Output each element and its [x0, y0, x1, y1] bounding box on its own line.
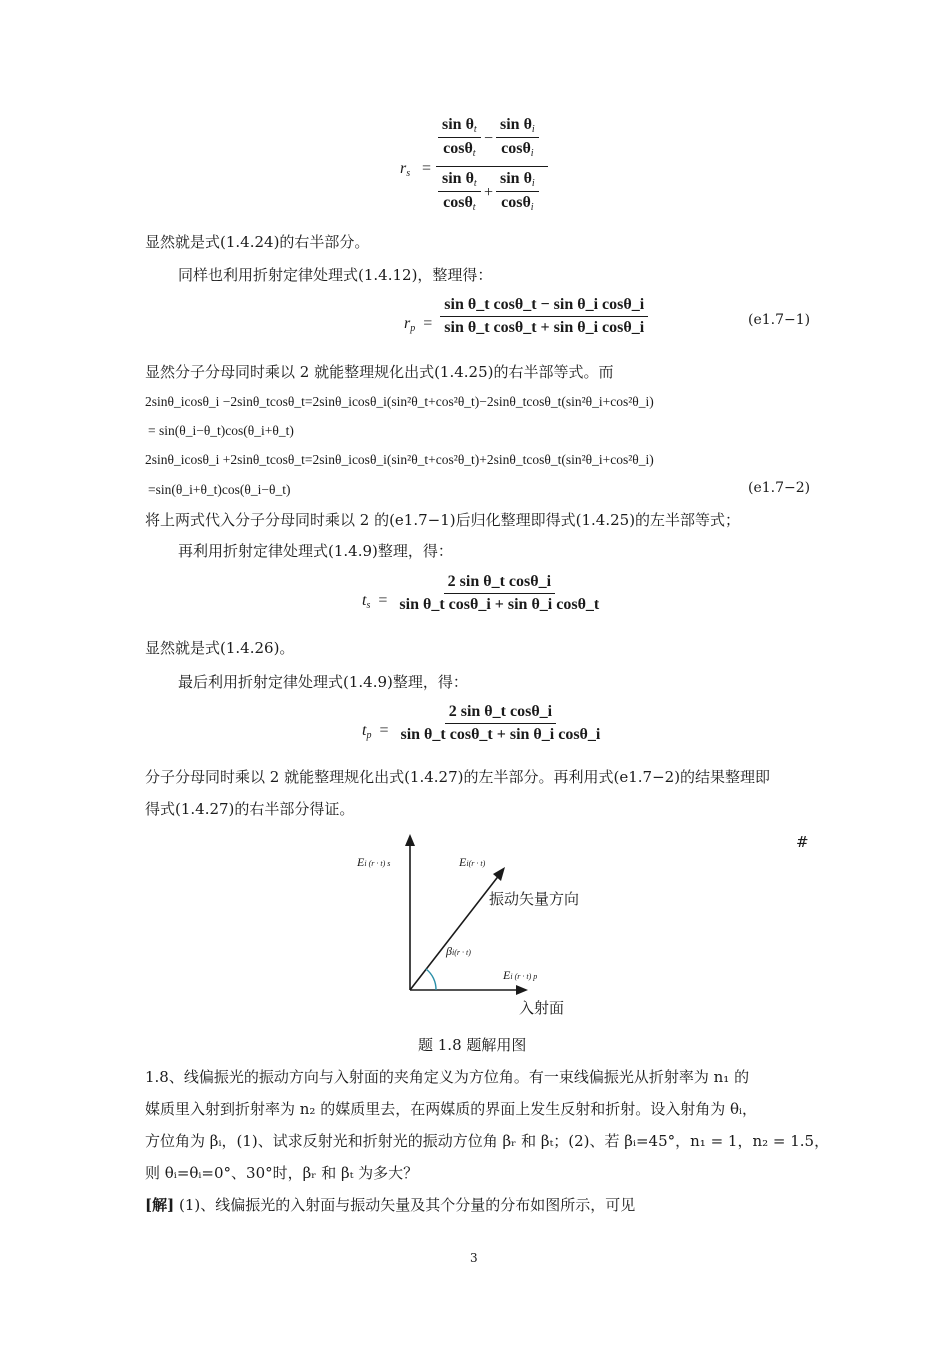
rs-denominator: $\frac{\sin \theta_t}{\cos\theta_t}$ + $\frac{\sin \theta_i}{\cos\theta_i}$	[438, 170, 546, 218]
solution-text: (1)、线偏振光的入射面与振动矢量及其个分量的分布如图所示，可见	[174, 1196, 636, 1214]
solution-tag: [解]	[145, 1196, 175, 1214]
vibration-vector	[410, 874, 500, 990]
ts-denominator: sin θ_t cosθ_i + sin θ_i cosθ_t	[399, 596, 600, 613]
figure-caption: 题 1.8 题解用图	[418, 1036, 527, 1054]
label-es: Ei (r · t) s	[357, 855, 391, 869]
question-line-4: 则 θᵢ=θᵢ=0°、30°时，βᵣ 和 βₜ 为多大？	[145, 1164, 419, 1182]
question-line-3: 方位角为 βᵢ，(1)、试求反射光和折射光的振动方位角 βᵣ 和 βₜ；(2)、若 βᵢ=45°，n₁ = 1，n₂ = 1.5，	[145, 1132, 830, 1150]
paragraph-1: 显然就是式(1.4.24)的右半部分。	[145, 233, 370, 251]
identity-line-c: 2sinθ_icosθ_i +2sinθ_tcosθ_t=2sinθ_icosθ_i(sin²θ_t+cos²θ_t)+2sinθ_tcosθ_t(sin²θ_i+cos²θ_i)	[145, 452, 654, 467]
paragraph-8b: 得式(1.4.27)的右半部分得证。	[145, 800, 355, 818]
paragraph-7: 最后利用折射定律处理式(1.4.9)整理，得：	[178, 673, 468, 691]
equation-ts: $t_s$ = $\frac{\text{2 sin θ\_t cosθ\_i}}{\text{sin θ\_t cosθ\_i + sin θ\_i cosθ\_t}}$	[362, 573, 603, 614]
question-line-1: 1.8、线偏振光的振动方向与入射面的夹角定义为方位角。有一束线偏振光从折射率为 n₁ 的	[145, 1068, 750, 1086]
vertical-axis-arrowhead	[405, 834, 415, 846]
label-vibration-direction: 振动矢量方向	[489, 890, 580, 908]
question-line-2: 媒质里入射到折射率为 n₂ 的媒质里去，在两媒质的界面上发生反射和折射。设入射角为 θᵢ，	[145, 1100, 758, 1118]
horizontal-axis-arrowhead	[516, 985, 528, 995]
paragraph-2: 同样也利用折射定律处理式(1.4.12)，整理得：	[178, 266, 493, 284]
equation-rs: $r_s$ = $\frac{\sin \theta_t}{\cos\theta_t}$ − $\frac{\sin \theta_i}{\cos\theta_i}$ $\frac{\sin \theta_t}{\cos\theta_t}$ + $\frac{\sin \theta_i}{\cos\theta_i}$	[398, 116, 558, 220]
vibration-vector-arrowhead	[493, 867, 505, 881]
rp-denominator: sin θ_t cosθ_t + sin θ_i cosθ_i	[444, 319, 645, 336]
ts-numerator: 2 sin θ_t cosθ_i	[444, 573, 555, 594]
rs-main-bar	[436, 166, 548, 167]
label-incidence-plane: 入射面	[519, 999, 565, 1017]
rs-numerator: $\frac{\sin \theta_t}{\cos\theta_t}$ − $\frac{\sin \theta_i}{\cos\theta_i}$	[438, 116, 546, 164]
angle-arc	[426, 969, 436, 990]
paragraph-6: 显然就是式(1.4.26)。	[145, 639, 295, 657]
tp-denominator: sin θ_t cosθ_t + sin θ_i cosθ_i	[400, 726, 601, 743]
identity-line-a: 2sinθ_icosθ_i −2sinθ_tcosθ_t=2sinθ_icosθ_i(sin²θ_t+cos²θ_t)−2sinθ_tcosθ_t(sin²θ_i+cos²θ_i)	[145, 394, 654, 409]
identity-line-d: =sin(θ_i+θ_t)cos(θ_i−θ_t)	[148, 482, 291, 497]
solution-line	[145, 1195, 635, 1215]
equation-rp: $r_p$ = $\frac{\text{sin θ\_t cosθ\_t − sin θ\_i cosθ\_i}}{\text{sin θ\_t cosθ\_t + sin θ\_i cosθ\_i}}$	[404, 296, 648, 337]
paragraph-4: 将上两式代入分子分母同时乘以 2 的(e1.7−1)后归化整理即得式(1.4.25)的左半部等式；	[145, 511, 741, 529]
label-e: Ei(r · t)	[459, 855, 486, 869]
identity-line-b: = sin(θ_i−θ_t)cos(θ_i+θ_t)	[148, 423, 294, 438]
equation-number-e1-7-1: (e1.7−1)	[748, 312, 811, 328]
label-beta: βi(r · t)	[446, 944, 471, 958]
hash-mark: #	[796, 833, 809, 851]
rs-lhs: $r_s$	[400, 160, 411, 179]
equation-number-e1-7-2: (e1.7−2)	[748, 480, 811, 496]
paragraph-3: 显然分子分母同时乘以 2 就能整理规化出式(1.4.25)的右半部等式。而	[145, 363, 614, 381]
tp-numerator: 2 sin θ_t cosθ_i	[445, 703, 556, 724]
rp-numerator: sin θ_t cosθ_t − sin θ_i cosθ_i	[440, 296, 648, 317]
paragraph-5: 再利用折射定律处理式(1.4.9)整理，得：	[178, 542, 453, 560]
equation-tp: $t_p$ = $\frac{\text{2 sin θ\_t cosθ\_i}}{\text{sin θ\_t cosθ\_t + sin θ\_i cosθ\_i}}$	[362, 703, 604, 744]
page-number: 3	[470, 1251, 478, 1265]
label-ep: Ei (r · t) p	[503, 968, 538, 982]
paragraph-8a: 分子分母同时乘以 2 就能整理规化出式(1.4.27)的左半部分。再利用式(e1.7−2)的结果整理即	[145, 768, 771, 786]
